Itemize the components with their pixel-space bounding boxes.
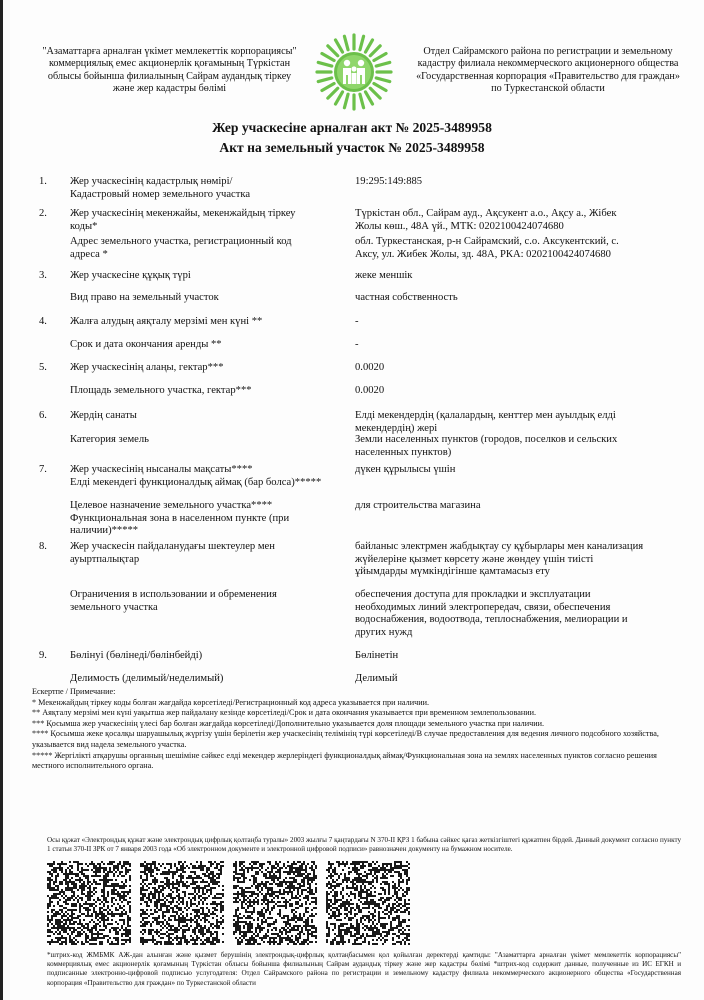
field-value: Земли населенных пунктов (городов, поселков и сельских населенных пунктов)	[355, 434, 618, 458]
header-right-ru	[412, 46, 684, 96]
legal-statement: Осы құжат «Электрондық құжат және электрондық цифрлық қолтаңба туралы» 2003 жылғы 7 қаңтардағы N 370-II ҚРЗ 1 бабына сәйкес қағаз жеткізгіштегі құжатпен бірдей. Данный документ согласно пункту 1 статьи 370-II ЗРК от 7 января 2003 года «Об электронном документе и электронной цифровой подписи» равнозначен документу на бумажном носителе.	[47, 836, 681, 854]
header-left-kz	[32, 46, 307, 96]
field-label: Адрес земельного участка, регистрационный код адреса *	[70, 236, 292, 260]
footnote: ** Аяқталу мерзімі мен күні уақытша жер пайдалану кезінде көрсетіледі/Срок и дата окончания указывается при временном землепользовании.	[32, 708, 537, 718]
act-title-kz: Жер учаскесіне арналған акт № 2025-3489958	[212, 120, 492, 135]
row-number: 9.	[39, 650, 47, 661]
field-label: Категория земель	[70, 434, 149, 445]
field-value: Бөлінетін	[355, 650, 399, 661]
qr-code-3-icon	[233, 861, 317, 945]
field-value: частная собственность	[355, 292, 458, 303]
field-label: Делимость (делимый/неделимый)	[70, 673, 224, 684]
field-label: Вид право на земельный участок	[70, 292, 219, 303]
field-value: 0.0020	[355, 385, 385, 396]
field-value: дүкен құрылысы үшін	[355, 464, 456, 475]
row-number: 8.	[39, 541, 47, 552]
field-label: Срок и дата окончания аренды **	[70, 339, 222, 350]
field-value: Елді мекендердің (қалалардың, кенттер мен ауылдық елді мекендердің) жері	[355, 410, 616, 434]
footnote: * Мекенжайдың тіркеу коды болған жағдайда көрсетіледі/Регистрационный код адреса указывается при наличии.	[32, 697, 430, 707]
footnote: **** Қосымша жеке қосалқы шаруашылық жүргізу үшін берілетін жер учаскесінің телімінің түрі көрсетіледі/В случае предоставления для ведения личного подсобного хозяйства, указывается вид надела земельного участка.	[32, 729, 659, 749]
field-value: для строительства магазина	[355, 500, 481, 511]
field-label: Жер учаскесінің алаңы, гектар***	[70, 362, 224, 373]
qr-code-1-icon	[47, 861, 131, 945]
barcode-footnote: *штрих-код ЖМБМК АЖ-дан алынған және қызмет берушінің электрондық-цифрлық қолтаңбасымен қол қойылған деректерді қамтиды: "Азаматтарға арналған үкімет мемлекеттік корпорациясы" коммерциялық емес акционерлік қоғамының Түркістан облысы бойынша филиалының Сайрам аудандық тіркеу және жер кадастры бөлімі *штрих-код содержит данные, полученные из ИС ЕГКН и подписанные электронно-цифровой подписью услугодателя: Отдел Сайрамского района по регистрации и земельному кадастру филиала некоммерческого акционерного общества «Государственная корпорация «Правительство для граждан» по Туркестанской области	[47, 951, 681, 987]
header-right-line: «Государственная корпорация «Правительство для граждан»	[416, 70, 680, 82]
footnote: *** Қосымша жер учаскесінің үлесі бар болған жағдайда көрсетіледі/Дополнительно указывается доля площади земельного участка при наличии.	[32, 718, 545, 728]
field-value: байланыс электрмен жабдықтау су құбырлары мен канализация жүйелеріне қызмет көрсету және жөндеу үшін тиісті ұйымдарды мүмкіндігінше қамтамасыз ету	[355, 541, 644, 578]
field-label: Целевое назначение земельного участка**** Функциональная зона в населенном пункте (при наличии)*****	[70, 500, 290, 537]
field-label: Жер учаскесінің нысаналы мақсаты**** Елді мекендегі функционалдық аймақ (бар болса)*****	[70, 464, 322, 488]
header-left-line: облысы бойынша филиалының Сайрам аудандық тіркеу	[47, 70, 292, 82]
field-label: Ограничения в использовании и обременения земельного участка	[70, 589, 277, 613]
field-value: жеке меншік	[355, 270, 413, 281]
header-right-line: по Туркестанской области	[491, 83, 605, 95]
row-number: 3.	[39, 270, 47, 281]
field-value: -	[355, 339, 359, 350]
header-right-line: Отдел Сайрамского района по регистрации и земельному	[423, 46, 673, 57]
footnote: ***** Жергілікті атқарушы органның шешіміне сәйкес елді мекендер жерлеріндегі функционалдық аймақ/Функциональная зона на землях населенных пунктов согласно решения местного исполнительного органа.	[32, 750, 657, 771]
row-number: 6.	[39, 410, 47, 421]
footnotes	[32, 687, 682, 772]
field-value: обл. Туркестанская, р-н Сайрамский, с.о. Аксукентский, с. Аксу, ул. Жибек Жолы, зд. 48А, РКА: 0202100424074680	[355, 236, 619, 260]
field-label: Жер учаскесіне құқық түрі	[70, 270, 191, 281]
field-label: Жер учаскесін пайдаланудағы шектеулер мен ауыртпалықтар	[70, 541, 275, 565]
field-label: Жер учаскесінің кадастрлық нөмірі/ Кадастровый номер земельного участка	[70, 176, 251, 200]
row-number: 5.	[39, 362, 47, 373]
row-number: 7.	[39, 464, 47, 475]
field-value: Түркістан обл., Сайрам ауд., Ақсукент а.о., Ақсу а., Жібек Жолы көш., 48А үй., МТК: 0202100424074680	[355, 208, 617, 232]
field-label: Площадь земельного участка, гектар***	[70, 385, 252, 396]
field-value: 19:295:149:885	[355, 176, 423, 187]
row-number: 2.	[39, 208, 47, 219]
act-title-ru: Акт на земельный участок № 2025-3489958	[219, 140, 485, 155]
row-number: 4.	[39, 316, 47, 327]
gov-corporation-sun-logo-icon	[314, 32, 394, 112]
header-right-line: кадастру филиала некоммерческого акционерного общества	[417, 58, 679, 70]
footnotes-heading: Ескертпе / Примечание:	[32, 687, 116, 696]
field-value: обеспечения доступа для прокладки и эксплуатации необходимых линий электропередач, связи, обеспечения водоснабжения, водоотвода, теплоснабжения, мелиорации и других нужд	[355, 589, 628, 638]
field-label: Бөлінуі (бөлінеді/бөлінбейді)	[70, 650, 203, 661]
field-label: Жердің санаты	[70, 410, 137, 421]
header-left-line: "Азаматтарға арналған үкімет мемлекеттік корпорациясы"	[42, 46, 297, 57]
field-value: -	[355, 316, 359, 327]
field-label: Жалға алудың аяқталу мерзімі мен күні **	[70, 316, 263, 327]
field-label: Жер учаскесінің мекенжайы, мекенжайдың тіркеу коды*	[70, 208, 296, 232]
field-value: Делимый	[355, 673, 398, 684]
qr-code-2-icon	[140, 861, 224, 945]
field-value: 0.0020	[355, 362, 385, 373]
row-number: 1.	[39, 176, 47, 187]
header-left-line: және жер кадастры бөлімі	[112, 83, 227, 95]
qr-code-4-icon	[326, 861, 410, 945]
header-left-line: коммерциялық емес акционерлік қоғамының Түркістан	[48, 58, 291, 70]
